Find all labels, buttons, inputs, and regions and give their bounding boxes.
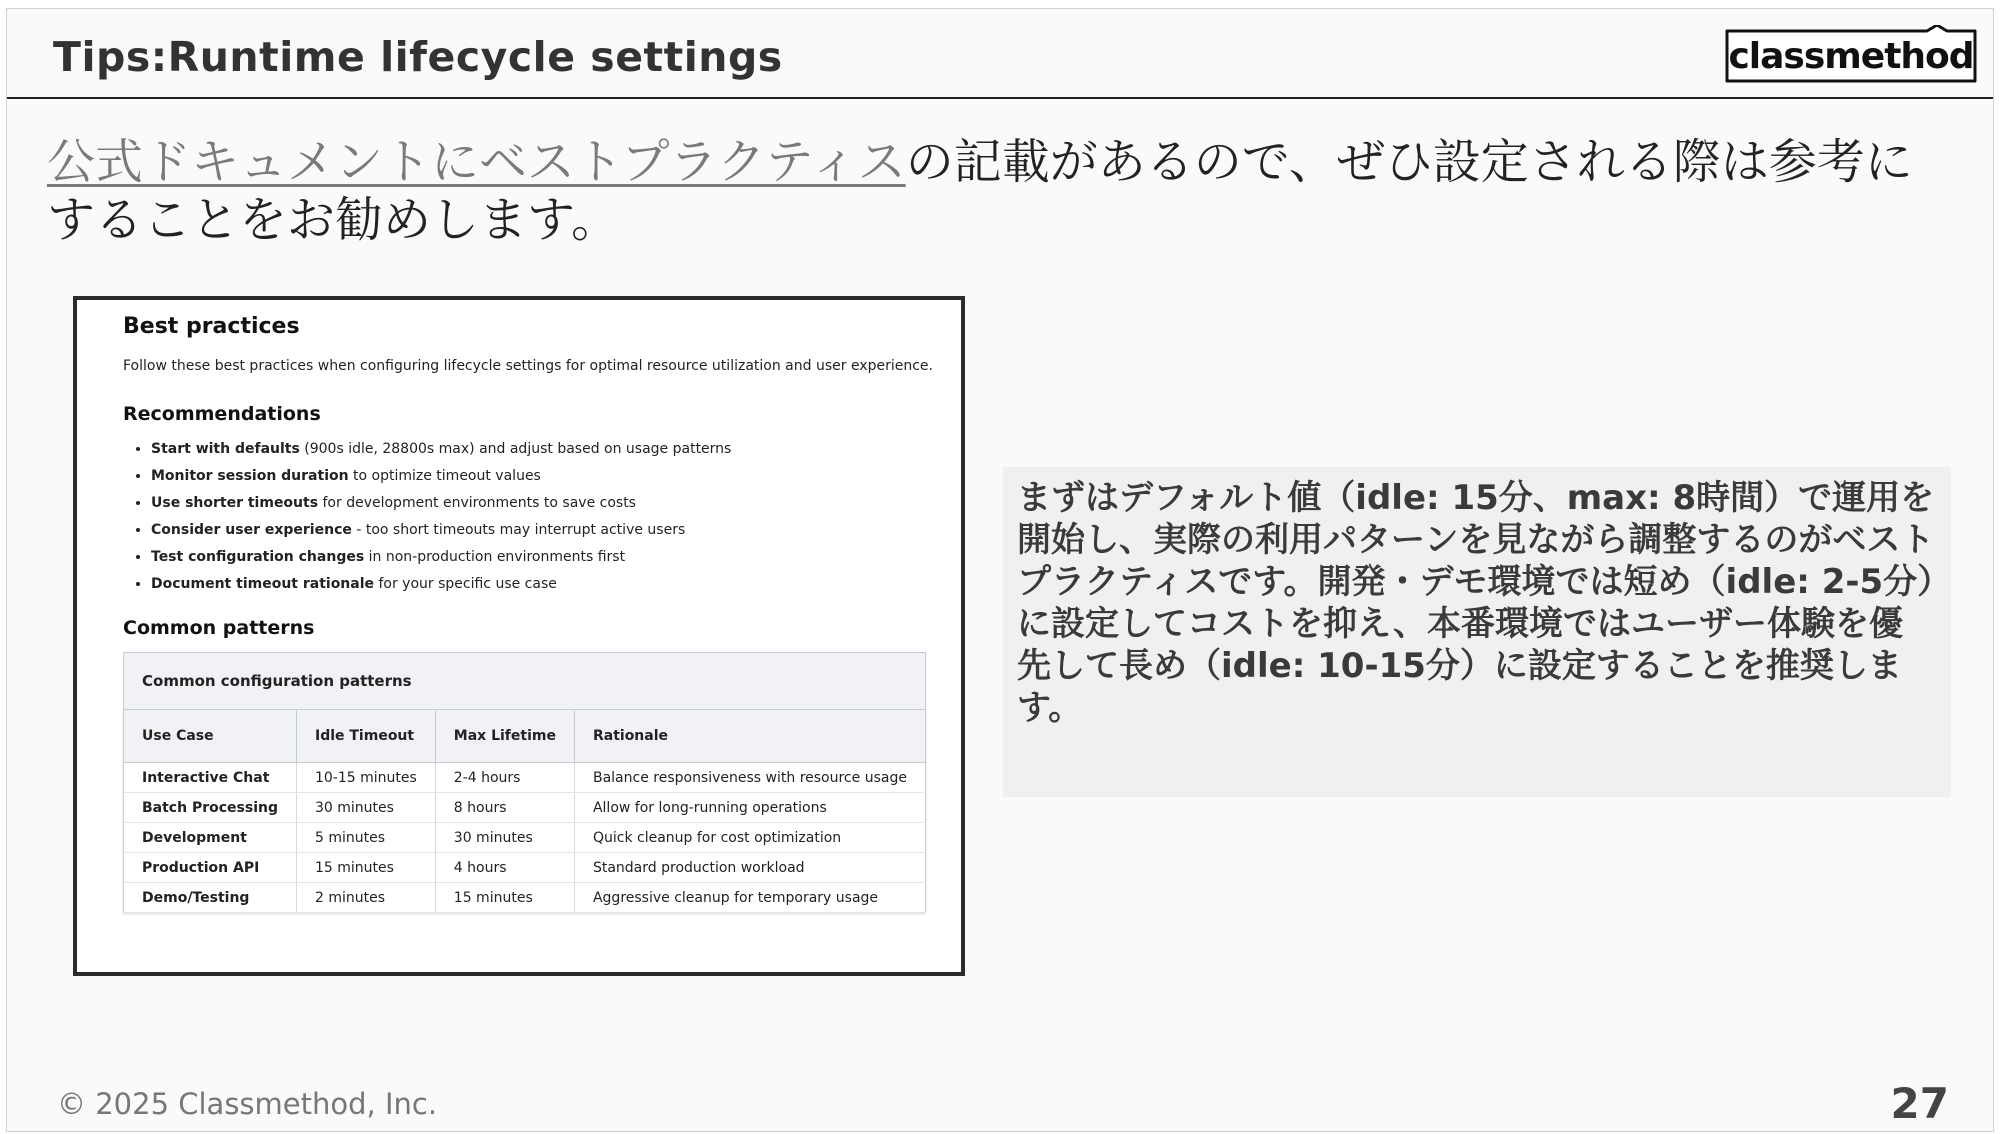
table-cell: 15 minutes [296, 853, 435, 883]
recommendation-note [1003, 467, 1951, 797]
table-cell: Allow for long-running operations [574, 793, 925, 823]
copyright: © 2025 Classmethod, Inc. [57, 1087, 438, 1121]
table-cell: Development [124, 823, 297, 853]
recommendation-item: • Test configuration changes in non-production environments first [151, 544, 913, 571]
table-cell: 15 minutes [435, 883, 574, 913]
table-cell: Aggressive cleanup for temporary usage [574, 883, 925, 913]
recommendations-heading: Recommendations [123, 403, 321, 425]
table-row [124, 883, 926, 913]
table-cell: 8 hours [435, 793, 574, 823]
patterns-table [123, 652, 926, 913]
note-text: まずはデフォルト値（idle: 15分、max: 8時間）で運用を開始し、実際の利用パターンを見ながら調整するのがベストプラクティスです。開発・デモ環境では短め（idle: 2-5分）に設定してコストを抑え、本番環境ではユーザー体験を優先して長め（idle: 10-15分）に設定することを推奨します。 [1017, 478, 1935, 728]
table-cell: 30 minutes [296, 793, 435, 823]
table-header-row [124, 710, 926, 763]
header-rule [7, 97, 1993, 99]
table-cell: Batch Processing [124, 793, 297, 823]
table-row [124, 763, 926, 793]
table-cell: Production API [124, 853, 297, 883]
best-practices-description: Follow these best practices when configuring lifecycle settings for optimal resource utilization and user experience. [123, 358, 933, 374]
slide-title: Tips:Runtime lifecycle settings [53, 33, 783, 81]
table-cell: Quick cleanup for cost optimization [574, 823, 925, 853]
logo-text: classmethod [1728, 36, 1974, 77]
recommendation-item: • Consider user experience - too short timeouts may interrupt active users [151, 517, 913, 544]
table-cell: 5 minutes [296, 823, 435, 853]
table-row [124, 853, 926, 883]
table-row [124, 793, 926, 823]
table-cell: 2-4 hours [435, 763, 574, 793]
docs-screenshot [73, 296, 965, 976]
classmethod-logo [1721, 25, 1981, 87]
lead-text: の記載があるので、ぜひ設定される際は参考にすることをお勧めします。 [47, 134, 1913, 248]
table-cell: 4 hours [435, 853, 574, 883]
column-header: Use Case [124, 710, 297, 763]
table-cell: Balance responsiveness with resource usage [574, 763, 925, 793]
recommendation-item: • Monitor session duration to optimize timeout values [151, 463, 913, 490]
best-practices-heading: Best practices [123, 314, 300, 339]
table-cell: Interactive Chat [124, 763, 297, 793]
common-patterns-heading: Common patterns [123, 617, 315, 639]
table-cell: 2 minutes [296, 883, 435, 913]
table-caption: Common configuration patterns [123, 652, 926, 709]
recommendations-list [123, 436, 913, 598]
lead-paragraph [47, 133, 1947, 249]
column-header: Rationale [574, 710, 925, 763]
page-number: 27 [1890, 1079, 1949, 1128]
recommendation-item: • Document timeout rationale for your specific use case [151, 571, 913, 598]
column-header: Idle Timeout [296, 710, 435, 763]
column-header: Max Lifetime [435, 710, 574, 763]
table-row [124, 823, 926, 853]
table-cell: 10-15 minutes [296, 763, 435, 793]
slide [6, 8, 1994, 1132]
recommendation-item: • Use shorter timeouts for development environments to save costs [151, 490, 913, 517]
table-cell: 30 minutes [435, 823, 574, 853]
recommendation-item: • Start with defaults (900s idle, 28800s max) and adjust based on usage patterns [151, 436, 913, 463]
table-cell: Standard production workload [574, 853, 925, 883]
table-cell: Demo/Testing [124, 883, 297, 913]
best-practices-doc-link[interactable]: 公式ドキュメントにベストプラクティス [47, 134, 906, 190]
